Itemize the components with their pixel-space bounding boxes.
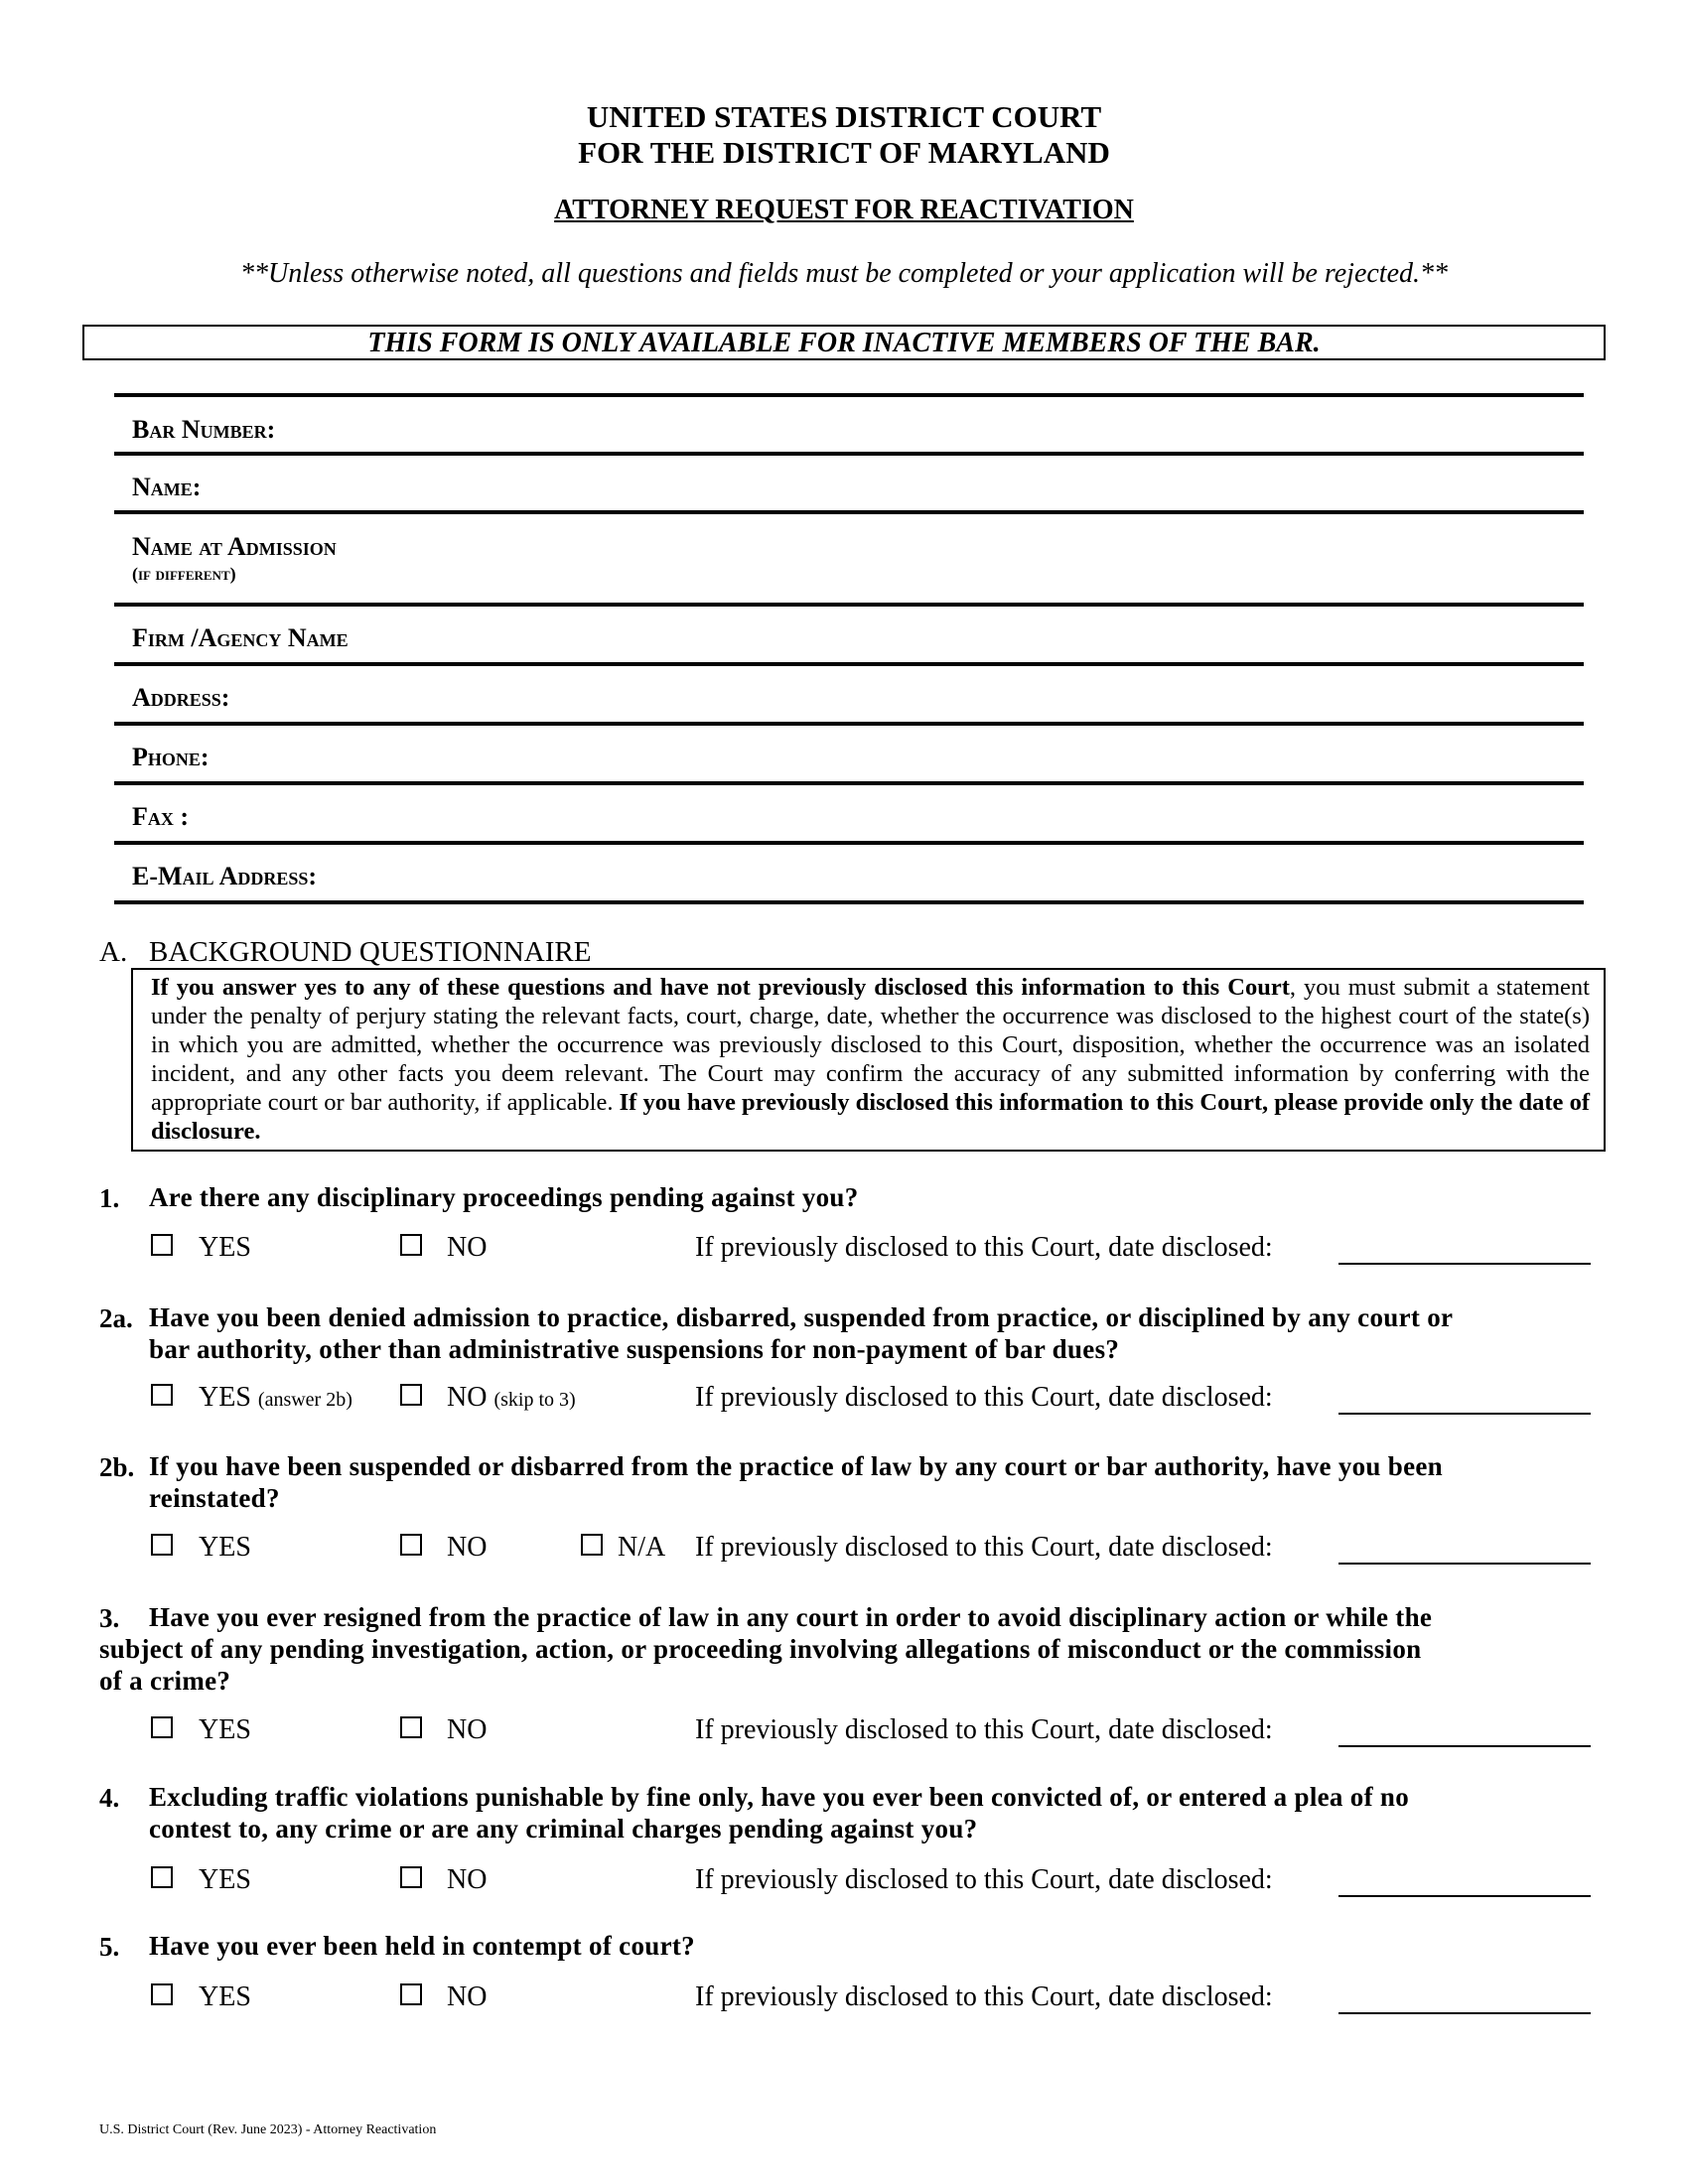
question-number: 3. [99, 1603, 120, 1633]
question-2b-line1: If you have been suspended or disbarred from the practice of law by any court or bar authority, have you been [149, 1451, 1443, 1481]
page-footer: U.S. District Court (Rev. June 2023) - Attorney Reactivation [99, 2122, 437, 2137]
field-divider [114, 722, 1584, 726]
section-a-title: BACKGROUND QUESTIONNAIRE [149, 936, 592, 968]
no-label: NO [447, 1981, 488, 2012]
date-disclosed-label: If previously disclosed to this Court, date disclosed: [695, 1232, 1273, 1263]
yes-text: YES [199, 1382, 251, 1413]
q2a-no-checkbox[interactable] [400, 1384, 422, 1406]
field-divider [114, 900, 1584, 904]
court-district: FOR THE DISTRICT OF MARYLAND [578, 135, 1110, 170]
yes-label: YES [199, 1864, 251, 1895]
disclosure-instruction-bold: If you answer yes to any of these questions and have not previously disclosed this information to this Court [151, 974, 1290, 1001]
field-divider [114, 662, 1584, 666]
date-disclosed-label: If previously disclosed to this Court, date disclosed: [695, 1864, 1273, 1895]
skip-to-3-hint: (skip to 3) [493, 1389, 576, 1411]
q5-date-disclosed-field[interactable] [1338, 2012, 1591, 2014]
q1-no-checkbox[interactable] [400, 1234, 422, 1256]
bar-number-field[interactable] [328, 407, 1579, 449]
q4-no-checkbox[interactable] [400, 1866, 422, 1888]
firm-agency-field[interactable] [427, 615, 1579, 657]
phone-field[interactable] [328, 735, 1579, 776]
inactive-members-banner: THIS FORM IS ONLY AVAILABLE FOR INACTIVE MEMBERS OF THE BAR. [82, 325, 1606, 360]
no-label [447, 1382, 576, 1414]
question-5-text: Have you ever been held in contempt of court? [149, 1931, 695, 1961]
q4-date-disclosed-field[interactable] [1338, 1895, 1591, 1897]
name-at-admission-label: Name at Admission [132, 532, 337, 561]
field-divider [114, 781, 1584, 785]
disclosure-instruction-text: , you must submit a statement under the penalty of perjury stating the relevant facts, court, charge, date, whether the occurrence was disclosed to the highest court of the state(s) in which you are admitted, whether the occurrence was previously disclosed to this Court, disposition, whether the occurrence was an isolated incident, and any other facts you deem relevant. The Court may confirm the accuracy of any submitted information by conferring with the appropriate court or bar authority, if applicable. [151, 974, 1590, 1116]
q2b-na-checkbox[interactable] [581, 1534, 603, 1556]
yes-label: YES [199, 1232, 251, 1263]
no-text: NO [447, 1382, 488, 1413]
q2b-yes-checkbox[interactable] [151, 1534, 173, 1556]
yes-label: YES [199, 1981, 251, 2012]
disclosure-instruction-bold-end: If you have previously disclosed this information to this Court, please provide only the date of disclosure. [151, 1089, 1590, 1145]
q1-yes-checkbox[interactable] [151, 1234, 173, 1256]
section-a-letter: A. [99, 936, 128, 968]
address-field[interactable] [328, 675, 1579, 717]
field-divider [114, 452, 1584, 456]
firm-agency-label: Firm /Agency Name [132, 623, 349, 652]
na-label: N/A [618, 1532, 666, 1563]
question-1-text: Are there any disciplinary proceedings pending against you? [149, 1182, 859, 1212]
disclosure-instructions-box [131, 968, 1606, 1152]
question-number: 5. [99, 1932, 120, 1962]
q2b-date-disclosed-field[interactable] [1338, 1563, 1591, 1565]
name-label: Name: [132, 473, 202, 501]
q4-yes-checkbox[interactable] [151, 1866, 173, 1888]
date-disclosed-label: If previously disclosed to this Court, date disclosed: [695, 1714, 1273, 1745]
instruction-note: **Unless otherwise noted, all questions and fields must be completed or your application will be rejected.** [239, 258, 1449, 289]
date-disclosed-label: If previously disclosed to this Court, date disclosed: [695, 1981, 1273, 2012]
field-divider [114, 841, 1584, 845]
q2a-yes-checkbox[interactable] [151, 1384, 173, 1406]
fax-field[interactable] [328, 794, 1579, 836]
question-4-line1: Excluding traffic violations punishable by fine only, have you ever been convicted of, or entered a plea of no [149, 1782, 1410, 1812]
address-label: Address: [132, 683, 230, 712]
question-3-line3: of a crime? [99, 1666, 231, 1696]
email-field[interactable] [397, 854, 1579, 895]
q3-date-disclosed-field[interactable] [1338, 1745, 1591, 1747]
form-title: ATTORNEY REQUEST FOR REACTIVATION [554, 195, 1134, 225]
bar-number-label: Bar Number: [132, 415, 276, 444]
email-label: E-Mail Address: [132, 862, 318, 890]
name-at-admission-field[interactable] [427, 524, 1579, 594]
question-2b-line2: reinstated? [149, 1483, 280, 1513]
question-2a-line1: Have you been denied admission to practice, disbarred, suspended from practice, or disciplined by any court or [149, 1302, 1454, 1332]
question-number: 4. [99, 1783, 120, 1813]
q2b-no-checkbox[interactable] [400, 1534, 422, 1556]
no-label: NO [447, 1714, 488, 1745]
question-4-line2: contest to, any crime or are any criminal charges pending against you? [149, 1814, 978, 1843]
no-label: NO [447, 1532, 488, 1563]
yes-label: YES [199, 1714, 251, 1745]
field-divider [114, 603, 1584, 607]
question-2a-line2: bar authority, other than administrative suspensions for non-payment of bar dues? [149, 1334, 1120, 1364]
question-number: 2a. [99, 1303, 133, 1333]
court-name: UNITED STATES DISTRICT COURT [586, 99, 1102, 134]
q5-yes-checkbox[interactable] [151, 1983, 173, 2005]
phone-label: Phone: [132, 743, 210, 771]
field-divider [114, 393, 1584, 397]
no-label: NO [447, 1232, 488, 1263]
date-disclosed-label: If previously disclosed to this Court, date disclosed: [695, 1382, 1273, 1413]
q5-no-checkbox[interactable] [400, 1983, 422, 2005]
yes-label [199, 1382, 352, 1414]
question-3-line2: subject of any pending investigation, action, or proceeding involving allegations of misconduct or the commission [99, 1634, 1422, 1664]
q3-yes-checkbox[interactable] [151, 1716, 173, 1738]
q3-no-checkbox[interactable] [400, 1716, 422, 1738]
question-3-line1: Have you ever resigned from the practice of law in any court in order to avoid disciplinary action or while the [149, 1602, 1433, 1632]
yes-label: YES [199, 1532, 251, 1563]
question-number: 1. [99, 1183, 120, 1213]
field-divider [114, 510, 1584, 514]
no-label: NO [447, 1864, 488, 1895]
name-at-admission-note: (if different) [132, 564, 236, 584]
name-field[interactable] [328, 465, 1579, 506]
date-disclosed-label: If previously disclosed to this Court, date disclosed: [695, 1532, 1273, 1563]
q2a-date-disclosed-field[interactable] [1338, 1413, 1591, 1415]
answer-2b-hint: (answer 2b) [257, 1389, 352, 1411]
fax-label: Fax : [132, 802, 190, 831]
question-number: 2b. [99, 1452, 135, 1482]
q1-date-disclosed-field[interactable] [1338, 1263, 1591, 1265]
